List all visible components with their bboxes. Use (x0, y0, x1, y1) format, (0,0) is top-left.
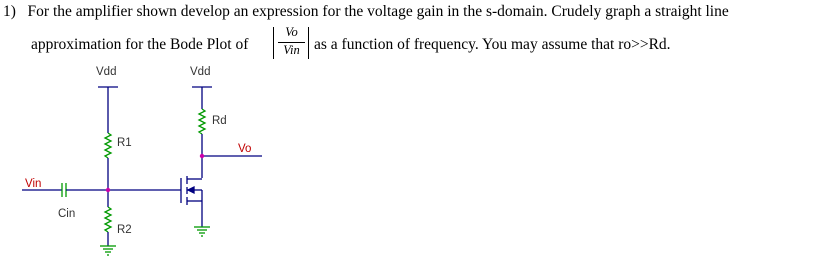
rd-label: Rd (212, 115, 227, 127)
vdd-right-label: Vdd (190, 66, 211, 78)
r1-resistor (105, 133, 111, 158)
rd-resistor (199, 109, 205, 134)
ground-right-icon (194, 227, 210, 236)
question-line-2-end: as a function of frequency. You may assume that ro>>Rd. (314, 36, 671, 53)
vin-label: Vin (25, 178, 42, 190)
r2-resistor (105, 207, 111, 232)
gate-node (106, 188, 110, 192)
output-node (200, 154, 204, 158)
fraction-numerator: Vo (285, 25, 298, 39)
ground-left-icon (100, 246, 116, 255)
nmos-transistor-icon (181, 176, 202, 205)
r2-label: R2 (117, 224, 132, 236)
r1-label: R1 (117, 137, 132, 149)
question-text-1: For the amplifier shown develop an expression for the voltage gain in the s-domain. Crudely graph a straight line (27, 3, 729, 20)
vo-label: Vo (238, 143, 252, 155)
vdd-left-label: Vdd (96, 66, 117, 78)
question-line-2: approximation for the Bode Plot of (31, 36, 249, 53)
question-number: 1) (3, 3, 16, 20)
fraction-denominator: Vin (283, 43, 300, 57)
cin-label: Cin (58, 208, 76, 220)
